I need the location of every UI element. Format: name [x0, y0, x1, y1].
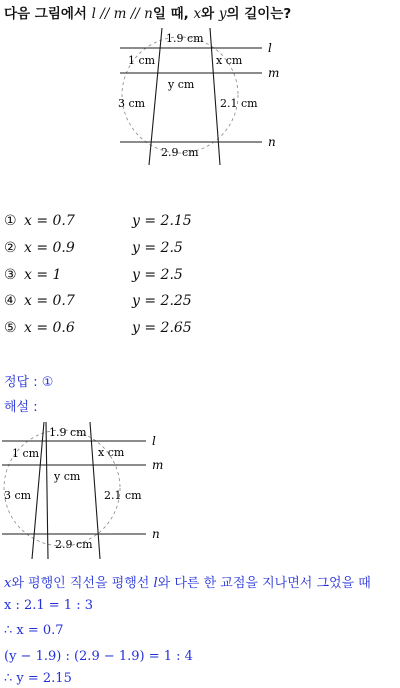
solution-line-3: ∴ x = 0.7	[4, 623, 64, 638]
question-figure	[110, 26, 290, 166]
option-3[interactable]	[4, 267, 183, 283]
option-number: ④	[4, 293, 17, 309]
question-prefix: 다음 그림에서	[4, 6, 87, 22]
solution-label-m: m	[152, 458, 164, 472]
label-y: y cm	[168, 78, 195, 91]
label-bottom-length: 2.9 cm	[161, 146, 199, 159]
question-suffix: 의 길이는?	[226, 6, 292, 22]
solution-figure	[0, 420, 180, 560]
option-number: ③	[4, 267, 17, 283]
option-y-value: y = 2.5	[132, 240, 183, 256]
solution-label-left-small: 1 cm	[12, 447, 40, 460]
question-and: 와	[201, 6, 215, 22]
option-x-value: x = 0.9	[24, 240, 75, 256]
label-l: l	[268, 41, 272, 55]
solution-parallel-line	[46, 422, 48, 559]
label-m: m	[268, 66, 280, 80]
option-y-value: y = 2.25	[132, 293, 192, 309]
label-left-small: 1 cm	[128, 54, 156, 67]
option-y-value: y = 2.15	[132, 213, 192, 229]
question-middle: 일 때,	[152, 6, 189, 22]
solution-text-rest: 와 다른 한 교점을 지나면서 그었을 때	[157, 576, 371, 591]
option-x-value: x = 0.7	[24, 213, 75, 229]
question-var-y: y	[218, 6, 227, 22]
solution-label-y: y cm	[54, 470, 81, 483]
answer-label: 정답 : ①	[4, 375, 54, 390]
solution-line-1	[4, 572, 371, 591]
solution-label-x: x cm	[98, 446, 125, 459]
explain-label: 해설 :	[4, 400, 38, 415]
solution-line-5: ∴ y = 2.15	[4, 671, 72, 686]
option-1[interactable]	[4, 213, 192, 229]
solution-label-n: n	[152, 527, 160, 541]
solution-label-left-big: 3 cm	[4, 489, 32, 502]
solution-label-top-length: 1.9 cm	[49, 426, 87, 439]
solution-label-l: l	[152, 434, 156, 448]
label-left-big: 3 cm	[118, 97, 146, 110]
label-top-length: 1.9 cm	[166, 32, 204, 45]
option-x-value: x = 0.6	[24, 320, 75, 336]
label-x: x cm	[216, 54, 243, 67]
option-number: ②	[4, 240, 17, 256]
solution-transversal-left	[32, 422, 44, 559]
solution-var-x: x	[4, 576, 12, 591]
label-n: n	[268, 135, 276, 149]
solution-text: 와 평행인 직선을 평행선	[11, 576, 150, 591]
solution-label-bottom-length: 2.9 cm	[55, 538, 93, 551]
solution-line-4: (y − 1.9) : (2.9 − 1.9) = 1 : 4	[4, 649, 193, 664]
question-var-x: x	[193, 6, 202, 22]
option-5[interactable]	[4, 320, 192, 336]
option-x-value: x = 1	[24, 267, 62, 283]
question-parallel: l // m // n	[91, 6, 153, 22]
option-2[interactable]	[4, 240, 183, 256]
option-x-value: x = 0.7	[24, 293, 75, 309]
solution-label-right-big: 2.1 cm	[104, 489, 142, 502]
solution-var-l: l	[153, 576, 158, 591]
option-number: ⑤	[4, 320, 17, 336]
solution-line-2: x : 2.1 = 1 : 3	[4, 598, 93, 613]
option-number: ①	[4, 213, 17, 229]
option-y-value: y = 2.5	[132, 267, 183, 283]
option-4[interactable]	[4, 293, 192, 309]
question-text	[4, 2, 291, 22]
label-right-big: 2.1 cm	[220, 97, 258, 110]
option-y-value: y = 2.65	[132, 320, 192, 336]
